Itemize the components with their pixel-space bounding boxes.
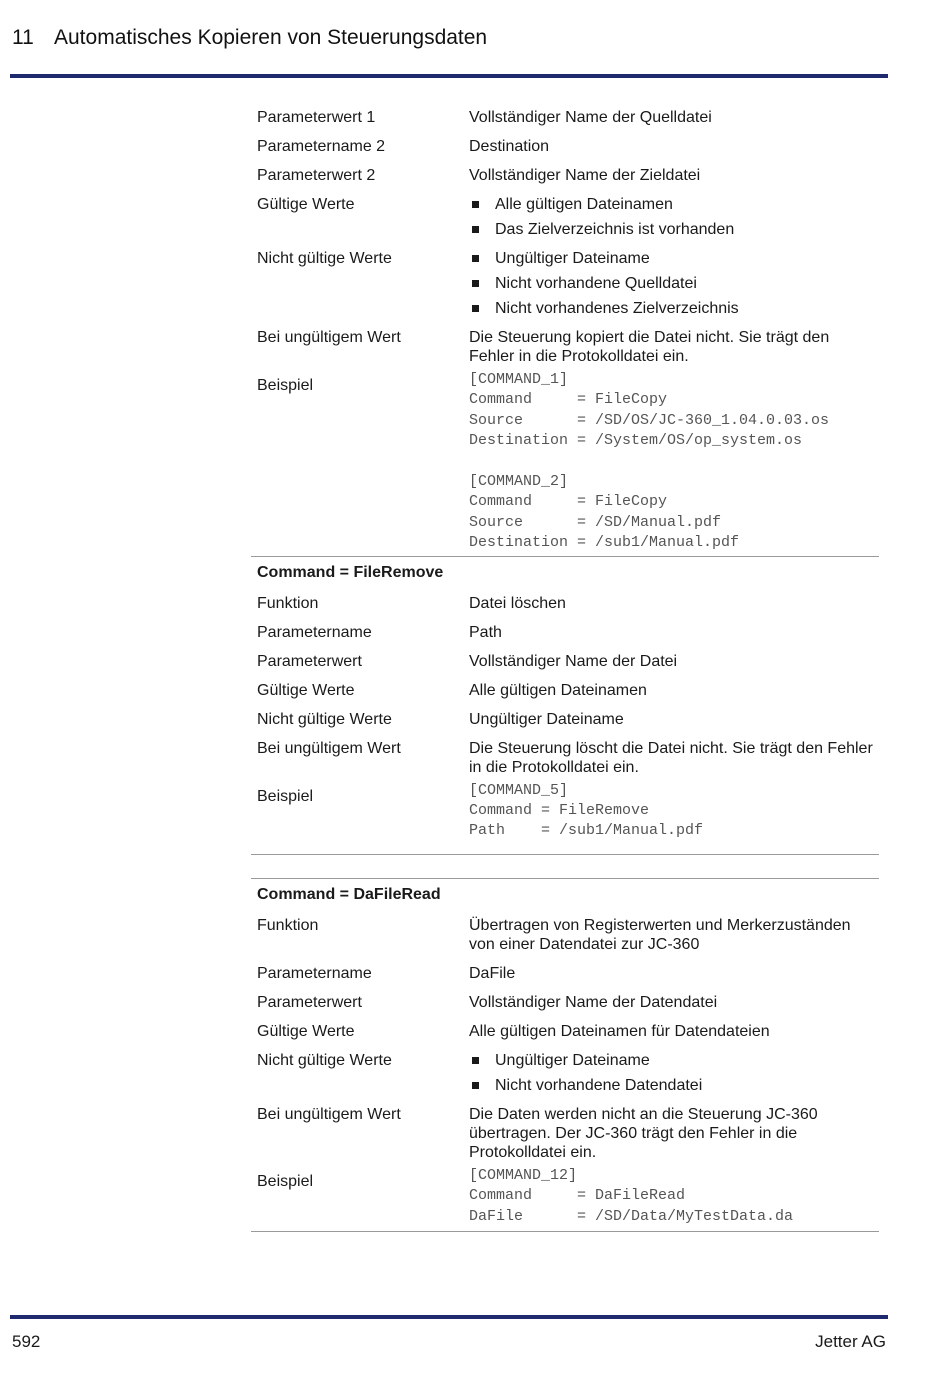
row-label: Nicht gültige Werte [257, 710, 392, 728]
list-item: Ungültiger Dateiname [469, 1051, 873, 1070]
row-value: Die Steuerung löscht die Datei nicht. Sie trägt den Fehler in die Protokolldatei ein. [469, 739, 873, 776]
bullet-list [469, 1051, 873, 1095]
list-item: Nicht vorhandenes Zielverzeichnis [469, 299, 873, 318]
row-label: Funktion [257, 916, 319, 934]
divider [251, 1231, 879, 1232]
row-value: Alle gültigen Dateinamen [469, 681, 647, 699]
list-item: Das Zielverzeichnis ist vorhanden [469, 220, 873, 239]
table-row [251, 739, 879, 777]
table-row [251, 681, 879, 700]
table-row [251, 137, 879, 156]
table-row [251, 916, 879, 954]
row-label: Bei ungültigem Wert [257, 1105, 401, 1123]
bullet-list [469, 249, 873, 318]
table-row [251, 652, 879, 671]
row-label: Parametername 2 [257, 138, 386, 155]
row-label: Parameterwert [257, 993, 362, 1011]
table-row [251, 964, 879, 983]
company-name: Jetter AG [815, 1332, 886, 1351]
row-value: Destination [469, 138, 550, 155]
table-row [251, 371, 879, 554]
table-row [251, 781, 879, 842]
page-number: 592 [12, 1332, 41, 1351]
chapter-header [12, 26, 487, 50]
row-label: Gültige Werte [257, 681, 355, 699]
list-item: Alle gültigen Dateinamen [469, 195, 873, 214]
section-title: Command = FileRemove [257, 563, 444, 581]
table-row [251, 1105, 879, 1162]
list-item: Nicht vorhandene Quelldatei [469, 274, 873, 293]
table-row [251, 1166, 879, 1227]
row-label: Gültige Werte [257, 1022, 355, 1040]
code-example: [COMMAND_5] Command = FileRemove Path = /sub1/Manual.pdf [469, 781, 704, 840]
row-label: Beispiel [257, 1172, 314, 1190]
row-label: Parametername [257, 964, 372, 982]
row-value: Vollständiger Name der Datendatei [469, 993, 718, 1011]
table-row [251, 166, 879, 185]
row-label: Beispiel [257, 787, 314, 805]
row-value: Die Daten werden nicht an die Steuerung JC-360 übertragen. Der JC-360 trägt den Fehler in die Protokolldatei ein. [469, 1105, 818, 1161]
row-label: Funktion [257, 594, 319, 612]
table-row [251, 594, 879, 613]
list-item: Nicht vorhandene Datendatei [469, 1076, 873, 1095]
table-row [251, 108, 879, 127]
table-row [251, 195, 879, 239]
row-value: Die Steuerung kopiert die Datei nicht. Sie trägt den Fehler in die Protokolldatei ein. [469, 329, 830, 365]
row-label: Gültige Werte [257, 196, 355, 213]
row-value: Path [469, 623, 502, 641]
row-label: Parametername [257, 623, 372, 641]
table-row [251, 328, 879, 366]
row-value: Ungültiger Dateiname [469, 710, 624, 728]
row-value: Vollständiger Name der Datei [469, 652, 678, 670]
chapter-title: Automatisches Kopieren von Steuerungsdaten [54, 26, 488, 49]
table-row [251, 710, 879, 729]
row-value: DaFile [469, 964, 516, 982]
table-row [251, 993, 879, 1012]
row-label: Bei ungültigem Wert [257, 329, 401, 346]
table-row [251, 1051, 879, 1095]
row-value: Übertragen von Registerwerten und Merkerzuständen von einer Datendatei zur JC-360 [469, 916, 851, 953]
divider [251, 854, 879, 855]
row-label: Nicht gültige Werte [257, 250, 392, 267]
row-value: Alle gültigen Dateinamen für Datendateien [469, 1022, 770, 1040]
row-value: Datei löschen [469, 594, 566, 612]
table-row [251, 623, 879, 642]
code-example: [COMMAND_12] Command = DaFileRead DaFile = /SD/Data/MyTestData.da [469, 1166, 794, 1225]
row-label: Nicht gültige Werte [257, 1051, 392, 1069]
bullet-list [469, 195, 873, 239]
table-row [251, 249, 879, 318]
row-label: Parameterwert [257, 652, 362, 670]
row-label: Parameterwert 2 [257, 167, 376, 184]
chapter-number: 11 [12, 26, 34, 49]
row-label: Bei ungültigem Wert [257, 739, 401, 757]
divider [251, 556, 879, 557]
row-value: Vollständiger Name der Zieldatei [469, 167, 701, 184]
row-label: Parameterwert 1 [257, 109, 376, 126]
header-rule [10, 74, 888, 78]
footer-rule [10, 1315, 888, 1319]
list-item: Ungültiger Dateiname [469, 249, 873, 268]
row-value: Vollständiger Name der Quelldatei [469, 109, 712, 126]
table-row [251, 1022, 879, 1041]
code-example: [COMMAND_1] Command = FileCopy Source = /SD/OS/JC-360_1.04.0.03.os Destination = /System/OS/op_system.os [COMMAND_2] Command = FileCopy Source = /SD/Manual.pdf Destination = /sub1/Manual.pdf [469, 371, 830, 552]
section-title: Command = DaFileRead [257, 885, 441, 903]
parameter-table [251, 108, 879, 1232]
row-label: Beispiel [257, 377, 314, 394]
divider [251, 878, 879, 879]
